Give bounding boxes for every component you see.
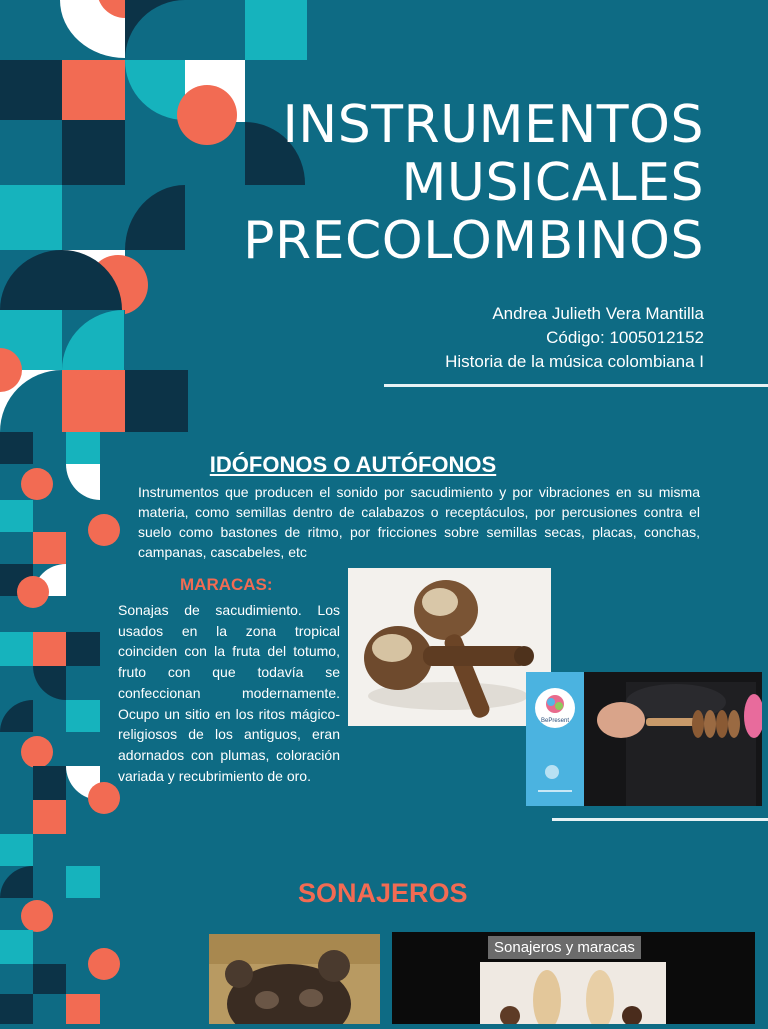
brand-label: BePresent [540, 718, 570, 724]
sonajeros-heading: SONAJEROS [298, 878, 468, 908]
maracas-description: Sonajas de sacudimiento. Los usados en la zona tropical coinciden con la fruta del totumo, fruto con que todavía se confeccionan modernamente. Ocupo un sitio en los ritos mágico-religiosos de los antiguos, eran adornados con plumas, coloración variada y recubrimiento de oro. [118, 602, 340, 784]
section-heading: IDÓFONOS O AUTÓFONOS [209, 452, 497, 477]
divider-top [384, 384, 768, 387]
student-code: Código: 1005012152 [546, 328, 704, 347]
title-line-1: INSTRUMENTOS [282, 95, 704, 155]
maracas-photo [348, 568, 551, 726]
title-line-3: PRECOLOMBINOS [243, 211, 704, 271]
maracas-video-player[interactable] [526, 672, 762, 806]
divider-bottom [552, 818, 768, 821]
title-line-2: MUSICALES [401, 153, 704, 213]
page-title [243, 96, 704, 270]
maracas-heading: MARACAS: [180, 575, 273, 594]
author-name: Andrea Julieth Vera Mantilla [492, 304, 704, 323]
section-description: Instrumentos que producen el sonido por sacudimiento y por vibraciones en su misma materia, como semillas dentro de calabazos o receptáculos, por percusiones contra el suelo como bastones de ritmo, por fricciones sobre semillas secas, placas, conchas, campanas, cascabeles, etc [138, 484, 700, 560]
video-caption: Sonajeros y maracas [488, 936, 641, 959]
sonajeros-video-player[interactable] [392, 932, 755, 1024]
sonajero-photo [209, 934, 380, 1024]
author-block [445, 302, 704, 374]
course-name: Historia de la música colombiana I [445, 352, 704, 371]
